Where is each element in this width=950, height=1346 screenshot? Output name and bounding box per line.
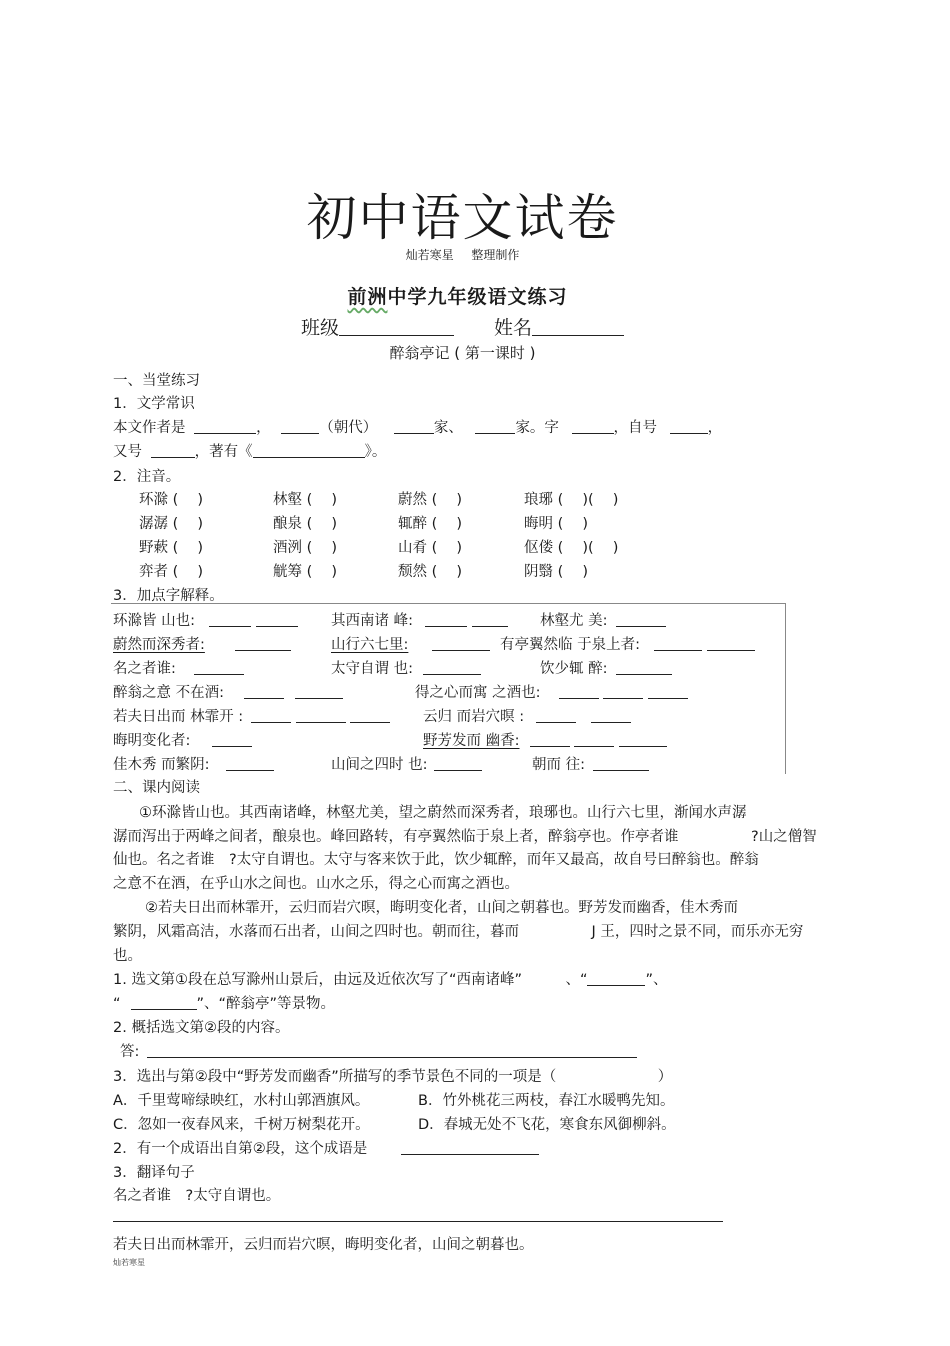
class-label: 班级 <box>300 317 339 339</box>
r-q1-text2: ”、“醉翁亭”等景物。 <box>196 996 336 1012</box>
name-blank[interactable] <box>532 317 624 336</box>
section1-heading: 一、当堂练习 <box>113 373 200 389</box>
q1-youhao-label: 又号 <box>113 444 142 460</box>
answer-label: 答: <box>120 1044 140 1060</box>
q1-works-close: 》。 <box>364 444 387 460</box>
r-q1-blank1[interactable] <box>587 971 645 986</box>
pinyin-item[interactable]: 山肴 ( ) <box>398 540 463 556</box>
exp-blank[interactable] <box>256 612 298 627</box>
para2-line3: 也。 <box>113 948 142 964</box>
school-title-rest: 中学九年级语文练习 <box>387 286 568 308</box>
footer-credit: 灿若寒星 <box>113 1258 145 1267</box>
pinyin-item[interactable]: 阴翳 ( ) <box>524 564 589 580</box>
exp-blank[interactable] <box>591 708 631 723</box>
exp-r5a: 若夫日出而 林霏开 : <box>113 705 390 726</box>
r-q4-text: 2．有一个成语出自第②段，这个成语是 <box>113 1141 368 1157</box>
r-q1-quote-open: “ <box>113 996 121 1012</box>
exp-r4a: 醉翁之意 不在酒: <box>113 681 343 702</box>
exp-blank[interactable] <box>194 660 244 675</box>
q1-author-label: 本文作者是 <box>113 420 186 436</box>
producer-credit: 灿若寒星 整理制作 <box>405 248 520 262</box>
r-q5-sentence1: 名之者谁 ?太守自谓也。 <box>113 1188 281 1204</box>
exp-blank[interactable] <box>648 684 688 699</box>
pinyin-item[interactable]: 环滁 ( ) <box>139 492 204 508</box>
blank-zi[interactable] <box>572 419 614 434</box>
exp-r2c: 有亭翼然临 于泉上者: <box>500 633 755 654</box>
pinyin-item[interactable]: 蔚然 ( ) <box>398 492 463 508</box>
pinyin-item[interactable]: 晦明 ( ) <box>524 516 589 532</box>
r-q1-line1 <box>113 968 668 989</box>
pinyin-item[interactable]: 觥筹 ( ) <box>273 564 338 580</box>
exp-blank[interactable] <box>536 708 576 723</box>
pinyin-item[interactable]: 琅琊 ( )( ) <box>524 492 619 508</box>
r-q3: 3．选出与第②段中“野芳发而幽香”所描写的季节景色不同的一项是（ ） <box>113 1069 673 1085</box>
exp-r7b: 山间之四时 也: <box>331 753 482 774</box>
r-q1-blank2[interactable] <box>131 995 197 1010</box>
exp-blank[interactable] <box>472 612 508 627</box>
exp-blank[interactable] <box>654 636 702 651</box>
exp-r1b: 其西南诸 峰: <box>331 609 508 630</box>
blank-youhao[interactable] <box>151 443 195 458</box>
q1-line1 <box>113 416 722 437</box>
blank-role1[interactable] <box>394 419 434 434</box>
r-q2: 2. 概括选文第②段的内容。 <box>113 1020 290 1036</box>
para2-line2: 繁阴，风霜高洁，水落而石出者，山间之四时也。朝而往，暮而 J 王，四时之景不同，而乐亦无穷 <box>113 924 804 940</box>
section2-heading: 二、课内阅读 <box>113 780 200 796</box>
exp-blank[interactable] <box>559 684 599 699</box>
exp-blank[interactable] <box>530 732 570 747</box>
exp-r6b: 野芳发而 幽香: <box>423 729 667 750</box>
exp-r2a: 蔚然而深秀者: <box>113 633 291 654</box>
exp-r2b: 山行六七里: <box>331 633 490 654</box>
exp-blank[interactable] <box>603 684 643 699</box>
pinyin-item[interactable]: 伛偻 ( )( ) <box>524 540 619 556</box>
exp-blank[interactable] <box>251 708 291 723</box>
exp-blank[interactable] <box>295 684 343 699</box>
exp-blank[interactable] <box>434 756 482 771</box>
name-label: 姓名 <box>494 317 533 339</box>
exp-blank[interactable] <box>593 756 649 771</box>
r-q3-option-d[interactable]: D．春城无处不飞花，寒食东风御柳斜。 <box>418 1117 676 1133</box>
para2-line1: ②若夫日出而林霏开，云归而岩穴暝，晦明变化者，山间之朝暮也。野芳发而幽香，佳木秀而 <box>145 900 738 916</box>
lesson-title: 醉翁亭记 ( 第一课时 ) <box>389 344 536 362</box>
exp-blank[interactable] <box>432 636 490 651</box>
r-q1-quote-close: ”、 <box>645 972 668 988</box>
r-q5: 3．翻译句子 <box>113 1165 195 1181</box>
para1-line2: 潺而泻出于两峰之间者，酿泉也。峰回路转，有亭翼然临于泉上者，醉翁亭也。作亭者谁 ?山之僧智 <box>113 829 817 845</box>
exp-r4b: 得之心而寓 之酒也: <box>415 681 688 702</box>
r-q1-text: 1. 选文第①段在总写滁州山景后，由远及近依次写了“西南诸峰” 、“ <box>113 972 588 988</box>
exp-blank[interactable] <box>574 732 614 747</box>
pinyin-item[interactable]: 辄醉 ( ) <box>398 516 463 532</box>
exp-blank[interactable] <box>244 684 284 699</box>
exp-blank[interactable] <box>296 708 346 723</box>
pinyin-item[interactable]: 野蔌 ( ) <box>139 540 204 556</box>
exp-blank[interactable] <box>235 636 291 651</box>
exp-blank[interactable] <box>212 732 252 747</box>
q1-zi-label: 家。字 <box>515 420 559 436</box>
exp-blank[interactable] <box>616 660 672 675</box>
class-blank[interactable] <box>339 317 454 336</box>
blank-hao[interactable] <box>670 419 708 434</box>
r-q4 <box>113 1137 539 1158</box>
exp-r3a: 名之者谁: <box>113 657 244 678</box>
exp-r1c: 林壑尤 美: <box>540 609 666 630</box>
exp-r5b: 云归 而岩穴暝 : <box>423 705 631 726</box>
q1-heading: 1．文学常识 <box>113 396 195 412</box>
pinyin-item[interactable]: 弈者 ( ) <box>139 564 204 580</box>
translation-line[interactable] <box>113 1221 723 1222</box>
para1-line3: 仙也。名之者谁 ?太守自谓也。太守与客来饮于此，饮少辄醉，而年又最高，故自号曰醉翁也。醉翁 <box>113 852 759 868</box>
exp-r3c: 饮少辄 醉: <box>540 657 672 678</box>
exp-r7a: 佳木秀 而繁阴: <box>113 753 274 774</box>
r-q2-answer <box>120 1040 637 1061</box>
r-q4-blank[interactable] <box>401 1140 539 1155</box>
pinyin-item[interactable]: 酿泉 ( ) <box>273 516 338 532</box>
r-q3-option-c[interactable]: C．忽如一夜春风来，千树万树梨花开。 <box>113 1117 370 1133</box>
exp-blank[interactable] <box>425 612 467 627</box>
school-title <box>0 282 915 309</box>
r-q1-line2 <box>113 992 335 1013</box>
exp-r3b: 太守自谓 也: <box>331 657 481 678</box>
r-q3-option-a[interactable]: A．千里莺啼绿映红，水村山郭酒旗风。 <box>113 1093 370 1109</box>
answer-line[interactable] <box>147 1043 637 1058</box>
q1-line2 <box>113 440 386 461</box>
exp-r1a: 环滁皆 山也: <box>113 609 298 630</box>
q2-heading: 2．注音。 <box>113 469 181 485</box>
exp-blank[interactable] <box>707 636 755 651</box>
q1-works-label: ，著有《 <box>194 444 253 460</box>
para1-line4: 之意不在酒，在乎山水之间也。山水之乐，得之心而寓之酒也。 <box>113 876 519 892</box>
pinyin-item[interactable]: 酒洌 ( ) <box>273 540 338 556</box>
blank-dynasty[interactable] <box>281 419 319 434</box>
pinyin-item[interactable]: 林壑 ( ) <box>273 492 338 508</box>
exp-blank[interactable] <box>350 708 390 723</box>
r-q5-sentence2: 若夫日出而林霏开，云归而岩穴暝，晦明变化者，山间之朝暮也。 <box>113 1237 534 1253</box>
para1-line1: ①环滁皆山也。其西南诸峰，林壑尤美，望之蔚然而深秀者，琅琊也。山行六七里，渐闻水声潺 <box>139 805 747 821</box>
exp-blank[interactable] <box>209 612 251 627</box>
blank-author[interactable] <box>194 419 256 434</box>
exp-blank[interactable] <box>619 732 667 747</box>
exp-blank[interactable] <box>423 660 481 675</box>
class-name-line <box>0 313 925 340</box>
q1-role1-label: 家、 <box>433 420 463 436</box>
pinyin-item[interactable]: 颓然 ( ) <box>398 564 463 580</box>
q1-comma2: ， <box>707 420 723 436</box>
school-name: 前洲 <box>347 286 388 308</box>
pinyin-item[interactable]: 潺潺 ( ) <box>139 516 204 532</box>
q1-hao-label: ，自号 <box>613 420 658 436</box>
exp-r7c: 朝而 往: <box>532 753 649 774</box>
blank-role2[interactable] <box>475 419 515 434</box>
r-q3-option-b[interactable]: B．竹外桃花三两枝，春江水暖鸭先知。 <box>418 1093 675 1109</box>
exp-blank[interactable] <box>616 612 666 627</box>
blank-works[interactable] <box>253 443 365 458</box>
q3-heading: 3．加点字解释。 <box>113 588 224 604</box>
main-title: 初中语文试卷 <box>306 189 619 247</box>
q1-dynasty-label: （朝代） <box>319 420 378 436</box>
exp-blank[interactable] <box>226 756 274 771</box>
q1-comma: ， <box>256 420 271 436</box>
exp-r6a: 晦明变化者: <box>113 729 252 750</box>
